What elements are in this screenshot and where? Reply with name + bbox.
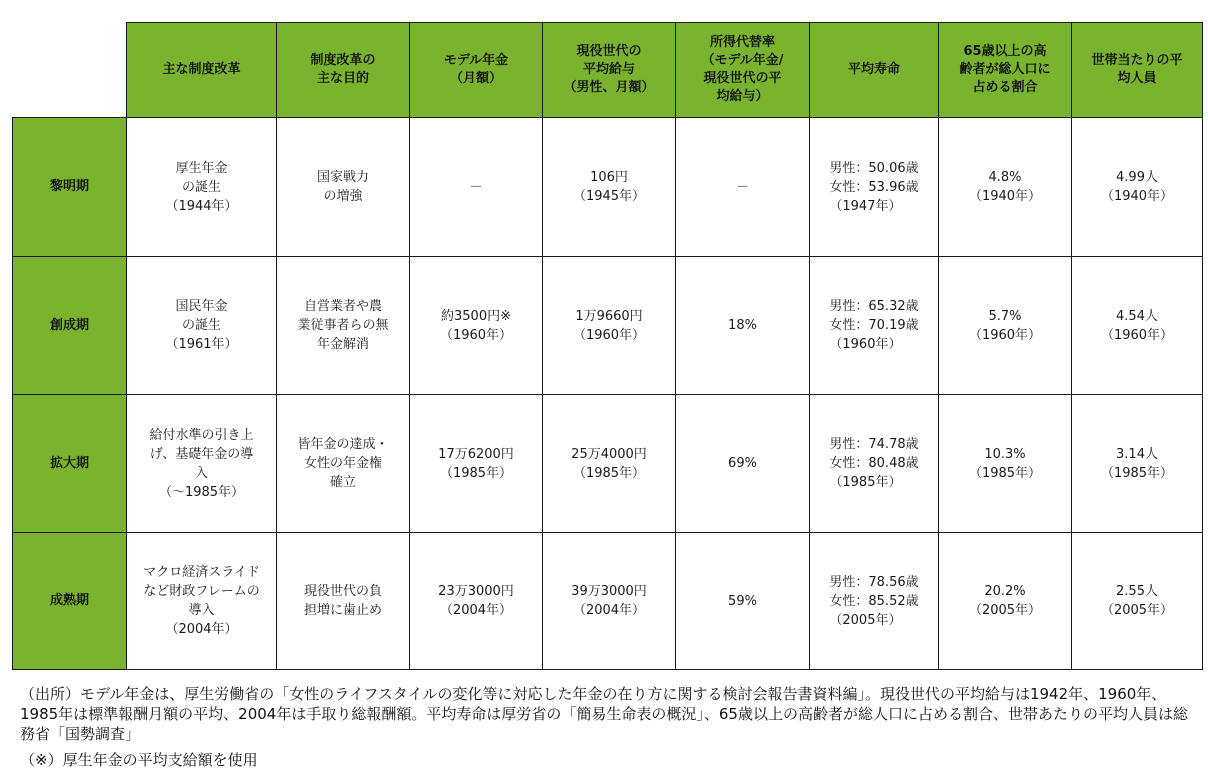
pension-history-table	[12, 22, 1203, 670]
table-cell: 69%	[676, 395, 810, 533]
table-cell: 5.7% （1960年）	[939, 257, 1072, 395]
table-row	[13, 257, 1203, 395]
table-cell: 4.54人 （1960年）	[1072, 257, 1203, 395]
table-cell: 3.14人 （1985年）	[1072, 395, 1203, 533]
table-cell: 23万3000円 （2004年）	[410, 533, 543, 670]
table-cell: 皆年金の達成・ 女性の年金権 確立	[277, 395, 410, 533]
table-cell: 4.8% （1940年）	[939, 118, 1072, 257]
col-header-replacement-rate: 所得代替率 （モデル年金/ 現役世代の平 均給与）	[676, 23, 810, 118]
table-cell: 2.55人 （2005年）	[1072, 533, 1203, 670]
table-cell: 厚生年金 の誕生 （1944年）	[127, 118, 277, 257]
row-header-period: 成熟期	[13, 533, 127, 670]
table-cell: 106円 （1945年）	[543, 118, 676, 257]
table-cell: 1万9660円 （1960年）	[543, 257, 676, 395]
table-cell: 18%	[676, 257, 810, 395]
col-header-model-pension: モデル年金 （月額）	[410, 23, 543, 118]
table-cell: 4.99人 （1940年）	[1072, 118, 1203, 257]
row-header-period: 拡大期	[13, 395, 127, 533]
table-cell: 17万6200円 （1985年）	[410, 395, 543, 533]
table-cell: 男性：65.32歳 女性：70.19歳 （1960年）	[810, 257, 939, 395]
table-cell: 59%	[676, 533, 810, 670]
header-row	[13, 23, 1203, 118]
table-cell: マクロ経済スライド など財政フレームの 導入 （2004年）	[127, 533, 277, 670]
corner-cell	[13, 23, 127, 118]
table-cell: 男性：50.06歳 女性：53.96歳 （1947年）	[810, 118, 939, 257]
table-cell: 10.3% （1985年）	[939, 395, 1072, 533]
table-row	[13, 395, 1203, 533]
asterisk-note: （※）厚生年金の平均支給額を使用	[20, 751, 258, 769]
table-row	[13, 533, 1203, 670]
table-cell: 現役世代の負 担増に歯止め	[277, 533, 410, 670]
table-cell: 男性：78.56歳 女性：85.52歳 （2005年）	[810, 533, 939, 670]
col-header-purpose: 制度改革の 主な目的	[277, 23, 410, 118]
table-cell: 自営業者や農 業従事者らの無 年金解消	[277, 257, 410, 395]
table-cell: 39万3000円 （2004年）	[543, 533, 676, 670]
table-cell: 国家戦力 の増強	[277, 118, 410, 257]
col-header-household-size: 世帯当たりの平 均人員	[1072, 23, 1203, 118]
table-cell: 約3500円※ （1960年）	[410, 257, 543, 395]
table-cell: 給付水準の引き上 げ、基礎年金の導 入 （～1985年）	[127, 395, 277, 533]
col-header-elderly-ratio: 65歳以上の高 齢者が総人口に 占める割合	[939, 23, 1072, 118]
col-header-reform: 主な制度改革	[127, 23, 277, 118]
table-cell: 男性：74.78歳 女性：80.48歳 （1985年）	[810, 395, 939, 533]
table-cell: 国民年金 の誕生 （1961年）	[127, 257, 277, 395]
col-header-life-expectancy: 平均寿命	[810, 23, 939, 118]
row-header-period: 創成期	[13, 257, 127, 395]
row-header-period: 黎明期	[13, 118, 127, 257]
table-cell: 20.2% （2005年）	[939, 533, 1072, 670]
table-cell: －	[676, 118, 810, 257]
source-note: （出所）モデル年金は、厚生労働省の「女性のライフスタイルの変化等に対応した年金の在り方に関する検討会報告書資料編」。現役世代の平均給与は1942年、1960年、1985年は標準報酬月額の平均、2004年は手取り総報酬額。平均寿命は厚労省の「簡易生命表の概況」、65歳以上の高齢者が総人口に占める割合、世帯あたりの平均人員は総務省「国勢調査」	[20, 685, 1188, 743]
col-header-average-salary: 現役世代の 平均給与 （男性、月額）	[543, 23, 676, 118]
table-cell: 25万4000円 （1985年）	[543, 395, 676, 533]
table-row	[13, 118, 1203, 257]
table-cell: －	[410, 118, 543, 257]
